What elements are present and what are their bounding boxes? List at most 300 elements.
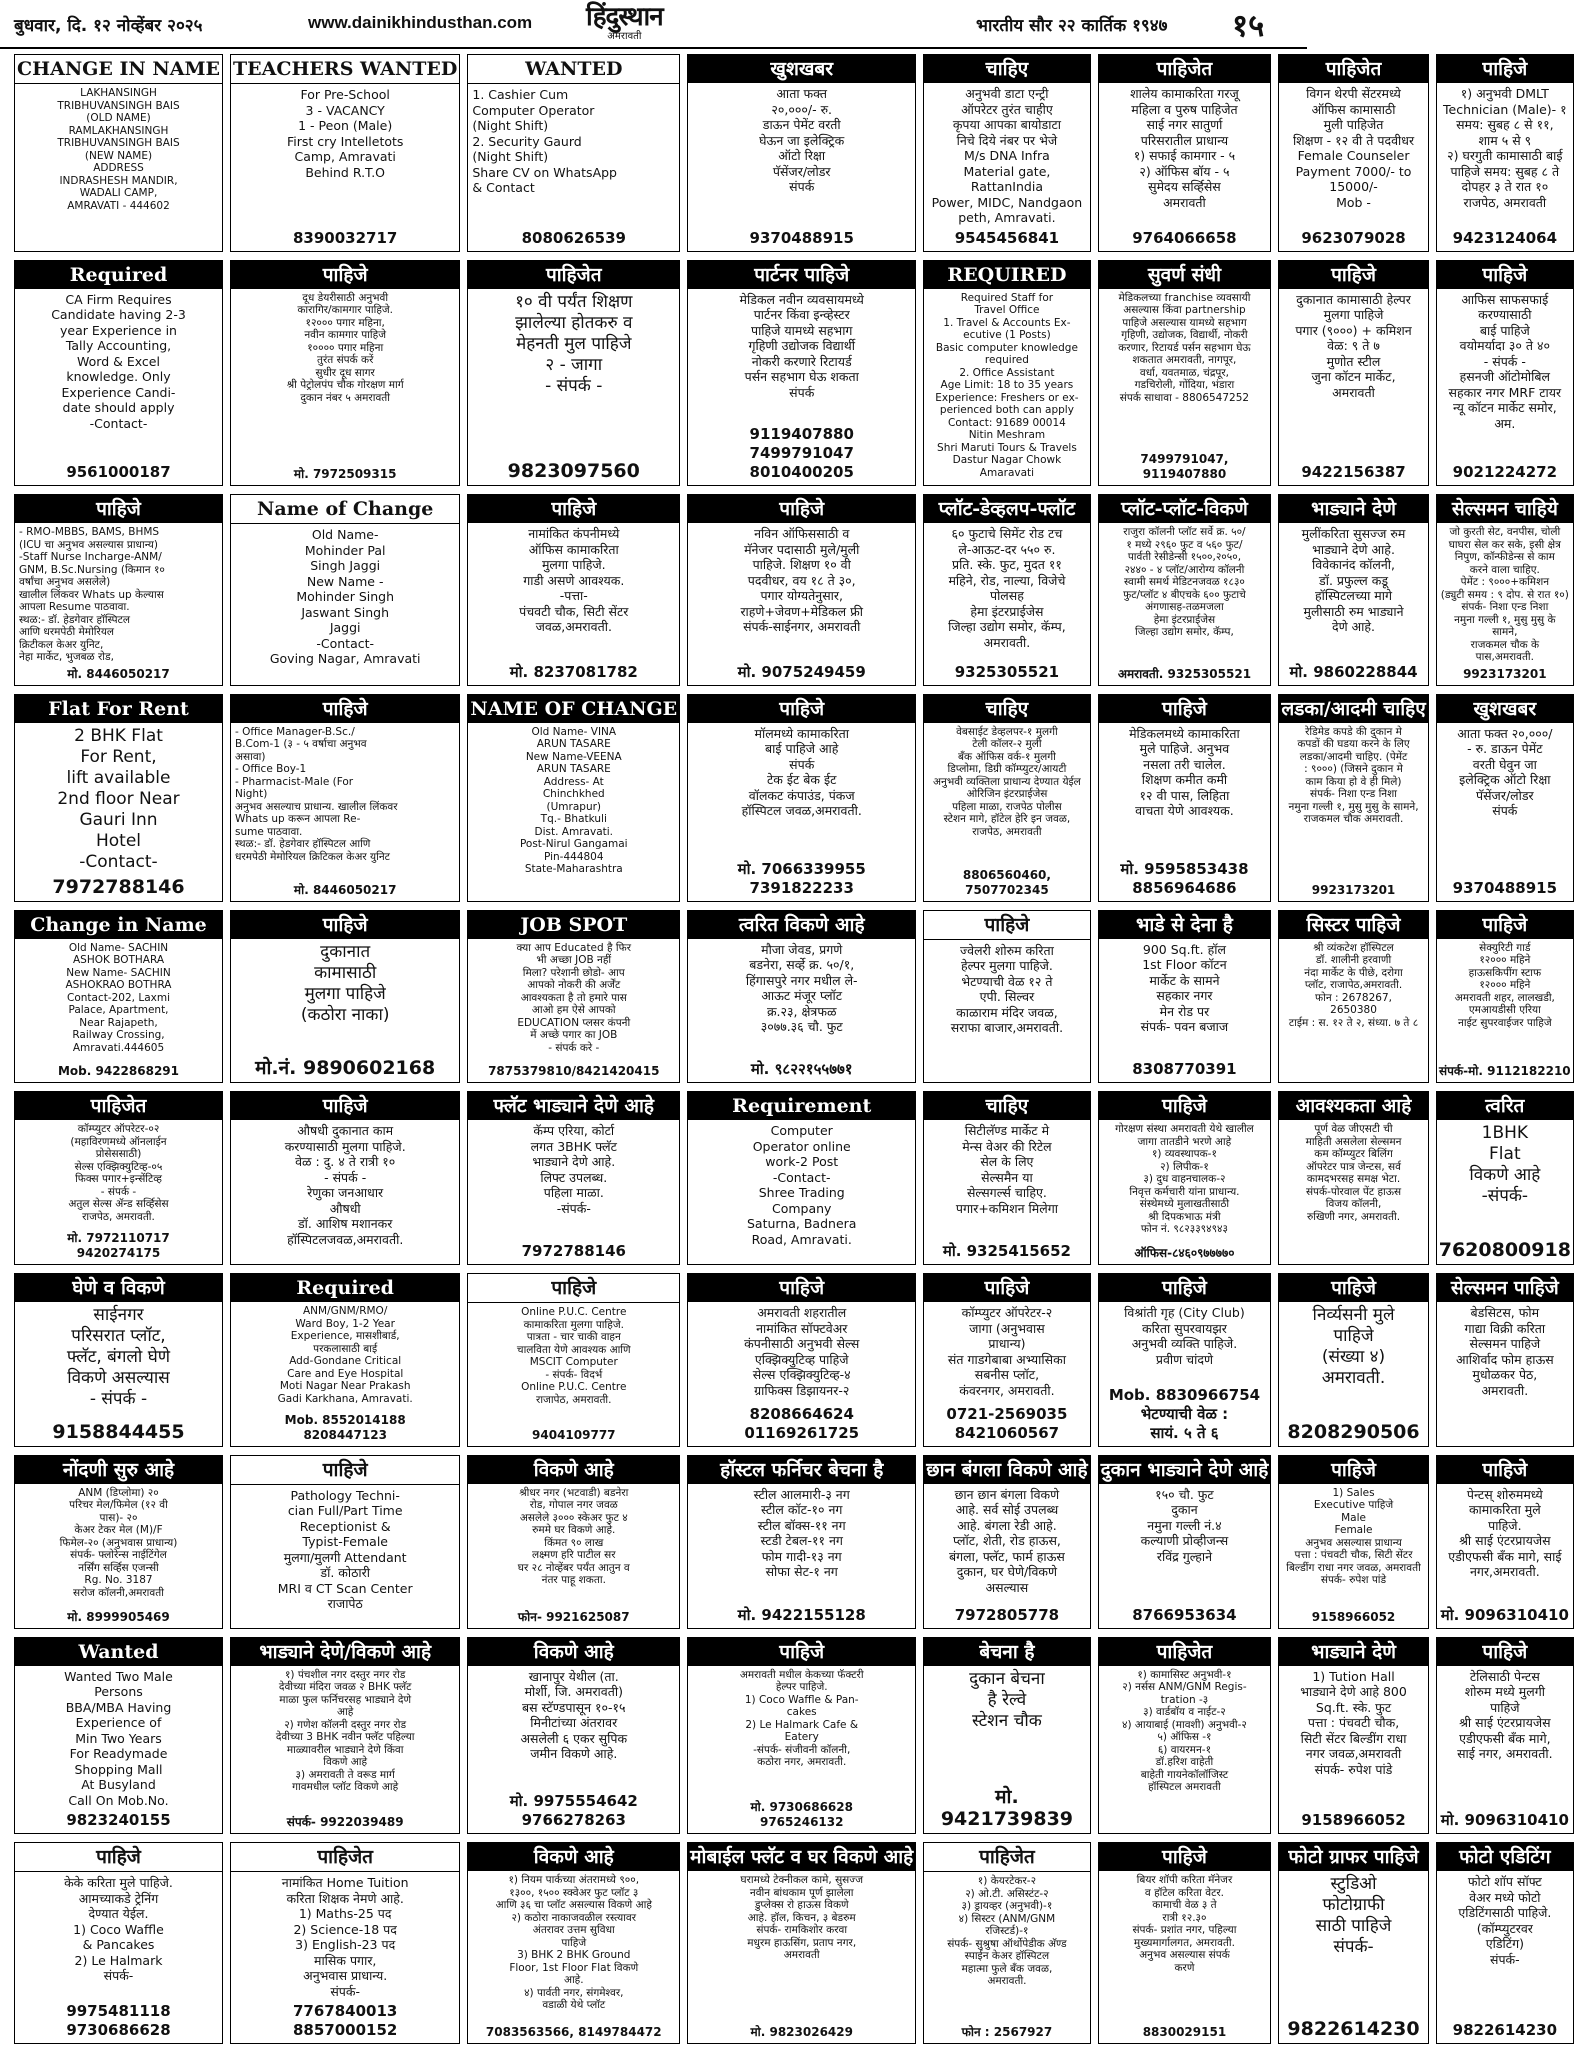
- ad-heading: NAME OF CHANGE: [468, 695, 679, 723]
- classified-ad: [467, 694, 680, 902]
- ad-heading: पाहिजेत: [924, 1843, 1089, 1872]
- classified-ad: [14, 260, 223, 487]
- ad-contact-number: 9325305521: [954, 662, 1060, 681]
- ad-body-text: बियर शॉपी करिता मॅनेजर व हॉटेल करिता वेटर. कामाची वेळ ३ ते रात्री १२.३० संपर्क- प्रशांत नगर, पहिल्या मुख्यमार्गालगत, अमरावती. अनुभव असल्यास संपर्क करणे: [1132, 1874, 1237, 1974]
- classified-ad: [923, 1091, 1090, 1265]
- classified-ad: [230, 1091, 460, 1265]
- ad-contact-number: [231, 682, 459, 685]
- ad-body-text: Old Name- VINA ARUN TASARE New Name-VEENA ARUN TASARE Address- At Chinchkhed (Umrapur) Tq.- Bhatkuli Dist. Amravati. Post-Nirul Gangamai Pin-444804 State-Maharashtra: [519, 725, 628, 875]
- ad-body-text: Wanted Two Male Persons BBA/MBA Having Experience of Min Two Years For Readymade Shopping Mall At Busyland Call On Mob.No.: [64, 1668, 173, 1808]
- ad-heading: पाहिजेत: [1279, 55, 1427, 83]
- classified-ad: [1436, 1637, 1574, 1835]
- ad-body-text: विगन थेरपी सेंटरमध्ये ऑफिस कामासाठी मुली पाहिजेत शिक्षण - १२ वी ते पदवीधर Female Counseler Payment 7000/- to 15000/- Mob -: [1292, 86, 1415, 210]
- ad-contact-number: 9764066658: [1132, 228, 1237, 247]
- classified-ad: [1278, 494, 1428, 686]
- ad-contact-number: 9423124064: [1452, 228, 1558, 247]
- classified-ad: [1278, 1455, 1428, 1629]
- ad-heading: पाहिजे: [231, 695, 459, 723]
- ad-contact-number: फोन : 2567927: [961, 2025, 1053, 2039]
- ad-heading: REQUIRED: [924, 261, 1089, 289]
- ad-heading: पाहिजे: [1099, 695, 1271, 723]
- classified-ad: [467, 1637, 680, 1835]
- classified-ad: [14, 54, 223, 252]
- ad-body-text: १) अनुभवी DMLT Technician (Male)- १ समय: सुबह ८ से ११, शाम ५ से ९ २) घरगुती कामासाठी बाई पाहिजे समय: सुबह ८ ते दोपहर ३ ते रात १० राजपेठ, अमरावती: [1443, 86, 1567, 210]
- ad-contact-number: मो. ९८२२१५५७७१: [750, 1060, 853, 1079]
- ad-heading: पाहिजे: [1099, 1843, 1271, 1871]
- classified-ad: [230, 1273, 460, 1447]
- classified-ad: [1278, 1842, 1428, 2044]
- classified-ad: [923, 910, 1090, 1084]
- ad-body-text: अमरावती शहरातील नामांकित सॉफ्टवेअर कंपनीसाठी अनुभवी सेल्स एक्झिक्युटिव्ह पाहिजे सेल्स एक्झिक्युटिव्ह-४ ग्राफिक्स डिझायनर-२: [744, 1305, 860, 1398]
- ad-body-text: जो कुरती सेट, वनपीस, चोली घाघरा सेल कर सके, इसी क्षेत्र निपुण, कॉन्फीडेन्स से काम करने वाला चाहिए. पेमेंट : ९०००+कमिशन (ड्युटी समय : ९ दोप. से रात १०) संपर्क- निशा एन्ड निशा नमुना गल्ली १, मुसु मुसु के सामने, राजकमल चौक के पास,अमरावती.: [1440, 526, 1569, 663]
- ad-contact-number: [1437, 1443, 1573, 1446]
- ad-contact-number: Mob. 8552014188 8208447123: [284, 1412, 406, 1442]
- ad-heading: सेल्समन चाहिये: [1437, 495, 1573, 523]
- ad-contact-number: 9422156387: [1301, 463, 1406, 481]
- ad-body-text: १) पंचशील नगर दस्तुर नगर रोड देवीच्या मंदिरा जवळ २ BHK फ्लॅट माळा फुल फर्निचरसह भाड्याने देणे आहे २) गणेश कॉलनी दस्तुर नगर रोड देवीच्या 3 BHK नवीन फ्लॅट पहिल्या माळ्यावरील भाड्याने देणे किंवा विकणे आहे ३) अमरावती ते वरूड मार्ग गावमधील प्लॉट विकणे आहे: [275, 1668, 415, 1793]
- classified-ad: [687, 494, 916, 686]
- classified-ad: [1436, 494, 1574, 686]
- ad-body-text: ज्वेलरी शोरुम करिता हेल्पर मुलगा पाहिजे. भेटण्याची वेळ १२ ते एपी. सिल्वर काळाराम मंदिर जवळ, सराफा बाजार,अमरावती.: [950, 942, 1064, 1035]
- ad-heading: पाहिजे: [1437, 911, 1573, 939]
- ad-contact-number: 9119407880 7499791047 8010400205: [749, 425, 854, 481]
- ad-contact-number: 8308770391: [1132, 1060, 1237, 1079]
- ad-body-text: घरामध्ये टेक्नीकल कामे, सुसज्ज नवीन बांधकाम पूर्ण झालेला डुप्लेक्स रो हाऊस विकणे आहे. हॉल, किचन, ३ बेडरुम संपर्क- रामकिशोर करवा मधुरम हाऊसिंग, प्रताप नगर, अमरावती: [740, 1874, 864, 1961]
- ad-body-text: स्टील आलमारी-३ नग स्टील कॉट-१० नग स्टील बॉक्स-११ नग स्टडी टेबल-११ नग फोम गादी-१३ नग सोफा सेट-१ नग: [753, 1486, 850, 1580]
- ad-contact-number: मो. 8999905469: [67, 1609, 170, 1624]
- ad-contact-number: ऑफिस-८४६०९७७७७०: [1134, 1246, 1235, 1260]
- ad-contact-number: मो. 9325415652: [942, 1242, 1071, 1260]
- classified-ad: [467, 494, 680, 686]
- classified-ad: [923, 494, 1090, 686]
- classified-ad: [1436, 1091, 1574, 1265]
- classified-ad: [687, 1842, 916, 2044]
- ad-body-text: मेडिकलमध्ये कामाकरिता मुले पाहिजे. अनुभव नसला तरी चालेल. शिक्षण कमीत कमी १२ वी पास, लिहिता वाचता येणे आवश्यक.: [1129, 725, 1240, 818]
- classified-ad: [1278, 260, 1428, 487]
- ad-body-text: श्री व्यंकटेश हॉस्पिटल डॉ. शालीनी हरवाणी नंदा मार्केट के पीछे, दरोगा प्लॉट, राजापेठ,अमरावती. फोन : 2678267, 2650380 टाईम : स. १२ ते २, संध्या. ७ ते ८: [1288, 941, 1419, 1029]
- ad-body-text: रेडिमेड कपडे की दुकान मे कपडों की घडया करने के लिए लडका/आदमी चाहिए. (पेमेंट : ९०००) (जिसने दुकान मे काम किया हो वे ही मिले) संपर्क- निशा एन्ड निशा नमुना गल्ली १, मुसु मुसु के सामने, राजकमल चौक अमरावती.: [1288, 725, 1419, 825]
- ad-heading: खुशखबर: [1437, 695, 1573, 723]
- ad-body-text: मॉलमध्ये कामाकरिता बाई पाहिजे आहे संपर्क टेक ईट बेक ईट वॉलकट कंपाउंड, पंकज हॉस्पिटल जवळ,अमरावती.: [741, 725, 862, 818]
- issue-date: बुधवार, दि. १२ नोव्हेंबर २०२५: [14, 16, 203, 36]
- classified-ad: [923, 1842, 1090, 2044]
- ad-body-text: विश्रांती गृह (City Club) करिता सुपरवायझर अनुभवी व्यक्ति पाहिजे. प्रवीण चांदणे: [1124, 1305, 1245, 1367]
- ad-body-text: मेडिकलच्या franchise व्यवसायी असल्यास किंवा partnership पाहिजे असल्यास यामध्ये सहभाग गृहिणी, उद्योजक, विद्यार्थी, नोकरी करणार, रिटायर्ड पर्सन सहभाग घेऊ शकतात अमरावती, नागपूर, वर्धा, यवतमाळ, चंद्रपूर, गडचिरोली, गोंदिया, भंडारा संपर्क साधावा - 8806547252: [1118, 291, 1251, 404]
- classified-ad: [1098, 1273, 1272, 1447]
- ad-contact-number: [1099, 1830, 1271, 1833]
- ad-body-text: Old Name- SACHIN ASHOK BOTHARA New Name- SACHIN ASHOKRAO BOTHRA Contact-202, Laxmi Palace, Apartment, Near Rajapeth, Railway Crossing, Amravati.444605: [65, 941, 172, 1054]
- classified-ad: [1278, 1091, 1428, 1265]
- classified-ad: [230, 1455, 460, 1629]
- classified-ad: [687, 1455, 916, 1629]
- ad-contact-number: 9923173201: [1463, 666, 1547, 681]
- ad-contact-number: मो. 7972509315: [293, 467, 397, 481]
- classified-ad: [1436, 260, 1574, 487]
- ad-body-text: Pathology Techni- cian Full/Part Time Receptionist & Typist-Female मुलगा/मुलगी Attendant डॉ. कोठारी MRI व CT Scan Center राजापेठ: [277, 1487, 413, 1612]
- ad-body-text: दुकान बेचना है रेल्वे स्टेशन चौक: [969, 1668, 1045, 1731]
- ad-contact-number: 7620800918: [1438, 1239, 1571, 1261]
- ad-contact-number: 8080626539: [521, 228, 626, 247]
- ad-heading: चाहिए: [924, 1092, 1089, 1120]
- ad-contact-number: 7972788146: [52, 875, 185, 898]
- classified-ad: [687, 1273, 916, 1447]
- ad-contact-number: [1279, 1079, 1427, 1082]
- ad-heading: फोटो एडिटिंग: [1437, 1843, 1573, 1871]
- classified-ad: [923, 694, 1090, 902]
- ad-body-text: LAKHANSINGH TRIBHUVANSINGH BAIS (OLD NAME) RAMLAKHANSINGH TRIBHUVANSINGH BAIS (NEW NAME) ADDRESS INDRASHESH MANDIR, WADALI CAMP, AMRAVATI - 444602: [57, 87, 180, 212]
- ad-body-text: 1) Sales Executive पाहिजे Male Female अनुभव असल्यास प्राधान्य पत्ता : पंचवटी चौक, सिटी सेंटर बिल्डींग राधा नगर जवळ, अमरावती संपर्क- रुपेश पांडे: [1286, 1486, 1421, 1587]
- ad-body-text: 1BHK Flat विकणे आहे -संपर्क-: [1469, 1123, 1541, 1207]
- ad-heading: त्वरित विकणे आहे: [688, 911, 915, 939]
- ad-body-text: पेन्टस् शोरुममध्ये कामाकरिता मुले पाहिजे. श्री साई एंटरप्रायजेस एडीएफसी बँक मागे, साई नगर,अमरावती.: [1448, 1486, 1562, 1580]
- ad-contact-number: मो. 9096310410: [1440, 1811, 1569, 1829]
- newspaper-logo: [586, 2, 663, 44]
- ad-heading: पाहिजे: [1437, 55, 1573, 83]
- classified-ad: [1436, 1842, 1574, 2044]
- ad-body-text: छान छान बंगला विकणे आहे. सर्व सोई उपलब्ध आहे. बंगला रेडी आहे. प्लॉट, शेती, रोड हाऊस, बंगला, फ्लॅट, फार्म हाऊस दुकान, घर घेणे/विकणे असल्यास: [948, 1486, 1065, 1595]
- ad-contact-number: [688, 1261, 915, 1264]
- ad-heading: Name of Change: [231, 495, 459, 524]
- ad-body-text: नामांकित कंपनीमध्ये ऑफिस कामाकरिता मुलगा पाहिजे. गाडी असणे आवश्यक. -पत्ता- पंचवटी चौक, सिटी सेंटर जवळ,अमरावती.: [519, 526, 629, 634]
- ad-heading: पाहिजेत: [1099, 55, 1271, 83]
- ad-body-text: १५० चौ. फुट दुकान नमुना गल्ली नं.४ कल्याणी प्रोव्हीजन्स रविंद्र गुल्हाने: [1140, 1486, 1229, 1564]
- ad-contact-number: [231, 1261, 459, 1264]
- ad-heading: पाहिजे: [15, 495, 222, 523]
- ad-body-text: पूर्ण वेळ जीएसटी ची माहिती असलेला सेल्समन कम कॉम्प्युटर बिलिंग ऑपरेटर पात्र जेन्टस, सर्व कामदभरसह समक्ष भेटा. संपर्क-पोरवाल पेंट हाऊस विजय कॉलनी, रुखिणी नगर, अमरावती.: [1305, 1123, 1402, 1223]
- classified-ad: [467, 1455, 680, 1629]
- ad-heading: पाहिजेत: [15, 1092, 222, 1120]
- ad-contact-number: 9404109777: [532, 1427, 616, 1442]
- ad-body-text: खानापुर येथील (ता. मोर्शी, जि. अमरावती) बस स्टॅण्डपासून १०-१५ मिनीटांच्या अंतरावर असलेली ६ एकर सुपिक जमीन विकणे आहे.: [520, 1668, 628, 1761]
- classified-ad: [1436, 1273, 1574, 1447]
- ad-heading: दुकान भाड्याने देणे आहे: [1099, 1456, 1271, 1484]
- classified-ad: [923, 1455, 1090, 1629]
- ad-heading: विकणे आहे: [468, 1843, 679, 1871]
- ad-body-text: राजुरा कॉलनी प्लॉट सर्वे क्र. ५०/ १ मध्ये २९६० फुट व ५६० फुट/ पार्वती रेसीडेन्सी १५००,२०५०, २४४० - ४ प्लॉट/आरोग्य कॉलनी स्वामी समर्थ मेडिटनजवळ १८३० फुट/प्लॉट ४ बीएचके ६०० फुटाचे अंगणासह-तळमजला हेमा इंटरप्राईजेस जिल्हा उद्योग समोर, कॅम्प,: [1123, 526, 1246, 638]
- ad-heading: त्वरित: [1437, 1092, 1573, 1120]
- classified-ad: [14, 1273, 223, 1447]
- classified-ad: [14, 1091, 223, 1265]
- ad-body-text: - RMO-MBBS, BAMS, BHMS (ICU चा अनुभव असल्यास प्राधान्य) -Staff Nurse Incharge-ANM/ GNM, B.Sc.Nursing (किमान १० वर्षांचा अनुभव असलेले) खालील लिंकवर Whats up केल्यास आपला Resume पाठवावा. स्थळ:- डॉ. हेडगेवार हॉस्पिटल आणि धरमपेठी मेमोरियल क्रिटीकल केअर युनिट, नेहा मार्केट, भुजबळ रोड,: [19, 526, 165, 663]
- ad-contact-number: अमरावती. 9325305521: [1117, 666, 1252, 681]
- classified-ad: [467, 54, 680, 252]
- ad-heading: सुवर्ण संधी: [1099, 261, 1271, 289]
- ad-heading: पाहिजे: [1099, 1092, 1271, 1120]
- ad-heading: पाहिजे: [231, 1092, 459, 1120]
- classified-ad: [467, 1842, 680, 2044]
- ad-body-text: Required Staff for Travel Office 1. Travel & Accounts Ex- ecutive (1 Posts) Basic computer knowledge required 2. Office Assistant Age Limit: 18 to 35 years Experience: Freshers or ex- perienced both can apply Contact: 91689 00014 Nitin Meshram Shri Maruti Tours & Travels Dastur Nagar Chowk Amaravati: [935, 291, 1079, 479]
- ad-contact-number: 7767840013 8857000152: [293, 2002, 398, 2039]
- ad-body-text: मुलींकरिता सुसज्ज रुम भाड्याने देणे आहे. विवेकानंद कॉलनी, डॉ. प्रफुल्ल कडू हॉस्पिटलच्या मागे मुलीसाठी रुम भाड्याने देणे आहे.: [1301, 526, 1406, 634]
- ad-body-text: Old Name- Mohinder Pal Singh Jaggi New Name - Mohinder Singh Jaswant Singh Jaggi -Contact- Goving Nagar, Amravati: [269, 527, 421, 666]
- ad-heading: पाहिजे: [1437, 1638, 1573, 1666]
- classified-ad: [1098, 1637, 1272, 1835]
- ad-body-text: अमरावती मधील केकच्या फॅक्टरी हेल्पर पाहिजे. 1) Coco Waffle & Pan- cakes 2) Le Halmark Cafe & Eatery -संपर्क- संजीवनी कॉलनी, कठोरा नगर, अमरावती.: [739, 1668, 864, 1768]
- ad-heading: लडका/आदमी चाहिए: [1279, 695, 1427, 723]
- ad-heading: चाहिए: [924, 695, 1089, 723]
- ad-contact-number: 9158966052: [1311, 1609, 1396, 1624]
- ad-body-text: वेबसाईट डेव्हलपर-१ मुलगी टेली कॉलर-२ मुली बँक ऑफिस वर्क-१ मुलगी डिप्लोमा, डिग्री कॉम्प्युटर/आयटी अनुभवी व्यक्तिला प्राधान्य देण्यात येईल ओरिजिन इंटरप्राईजेस पहिला माळा, राजपेठ पोलीस स्टेशन मागे, हॉटेल हेरि इन जवळ, राजपेठ, अमरावती: [933, 725, 1081, 838]
- ad-heading: फ्लॅट भाड्याने देणे आहे: [468, 1092, 679, 1120]
- ad-heading: पाहिजे: [1279, 1456, 1427, 1484]
- ad-heading: पाहिजे: [1437, 1456, 1573, 1484]
- classified-ad: [687, 260, 916, 487]
- ad-contact-number: 7875379810/8421420415: [488, 1064, 660, 1079]
- classified-ad: [14, 694, 223, 902]
- ad-heading: Required: [231, 1274, 459, 1302]
- ad-heading: पाहिजे: [688, 1638, 915, 1666]
- ad-contact-number: 8208290506: [1287, 1420, 1420, 1443]
- ad-body-text: आता फक्त २०,०००/ - रु. डाऊन पेमेंट वरती घेवुन जा इलेक्ट्रिक ऑटो रिक्षा पॅसेंजर/लोडर संपर्क: [1457, 725, 1553, 818]
- classified-ad: [1436, 54, 1574, 252]
- ad-contact-number: मो. 9595853438 8856964686: [1120, 859, 1249, 897]
- ad-contact-number: संपर्क- 9922039489: [286, 1815, 404, 1829]
- classified-ad: [467, 1091, 680, 1265]
- ad-heading: CHANGE IN NAME: [15, 55, 222, 84]
- ad-heading: JOB SPOT: [468, 911, 679, 939]
- ad-heading: पाहिजे: [468, 1274, 679, 1303]
- ad-contact-number: [1279, 1261, 1427, 1264]
- ad-heading: पाहिजेत: [231, 1843, 459, 1872]
- classified-ad: [230, 54, 460, 252]
- ad-heading: पाहिजे: [1279, 261, 1427, 289]
- ad-heading: हॉस्टल फर्निचर बेचना है: [688, 1456, 915, 1484]
- website-link[interactable]: www.dainikhindusthan.com: [308, 13, 533, 32]
- classified-ad: [1278, 910, 1428, 1084]
- ad-heading: प्लॉट-प्लॉट-विकणे: [1099, 495, 1271, 523]
- classified-ad: [230, 910, 460, 1084]
- classified-ad: [1098, 1842, 1272, 2044]
- ad-body-text: - Office Manager-B.Sc./ B.Com-1 (३ - ५ वर्षाचा अनुभव असावा) - Office Boy-1 - Pharmacist-Male (For Night) अनुभव असल्याच प्राधान्य. खालील लिंकवर Whats up करून आपला Re- sume पाठवावा. स्थळ:- डॉ. हेडगेवार हॉस्पिटल आणि धरमपेठी मेमोरियल क्रिटिकल केअर युनिट: [235, 725, 398, 863]
- ad-body-text: ANM (डिप्लोमा) २० परिचर मेल/फिमेल (१२ वी पास)- २० केअर टेकर मेल (M)/F फिमेल-२० (अनुभवास प्राधान्य) संपर्क- फ्लोरेन्स नाईटिंगेल नर्सिंग सर्व्हिस एजन्सी Rg. No. 3187 सरोज कॉलनी,अमरावती: [59, 1486, 178, 1599]
- ad-heading: पाहिजे: [1279, 1274, 1427, 1302]
- ad-body-text: कॉम्प्युटर ऑपरेटर-२ जागा (अनुभवास प्राधान्य) संत गाडगेबाबा अभ्यासिका सबनीस प्लॉट, कंवरनगर, अमरावती.: [947, 1305, 1066, 1398]
- ad-contact-number: 9923173201: [1311, 882, 1396, 897]
- classified-ad: [230, 494, 460, 686]
- ad-heading: विकणे आहे: [468, 1638, 679, 1666]
- ad-heading: Wanted: [15, 1638, 222, 1666]
- ad-contact-number: मो. 8237081782: [509, 662, 638, 681]
- classified-ad: [14, 1637, 223, 1835]
- ad-contact-number: 9623079028: [1301, 228, 1406, 247]
- ad-heading: पाहिजे: [924, 1274, 1089, 1302]
- classified-ad: [230, 694, 460, 902]
- ad-contact-number: 9822614230: [1452, 2021, 1558, 2039]
- ad-contact-number: मो. 9860228844: [1289, 662, 1418, 681]
- ad-heading: Requirement: [688, 1092, 915, 1120]
- classified-ad: [687, 694, 916, 902]
- ad-contact-number: मो. 9975554642 9766278263: [509, 1792, 638, 1829]
- ad-contact-number: मो. 9421739839: [940, 1786, 1074, 1830]
- ad-body-text: मौजा जेवड, प्रगणे बडनेरा, सर्व्हे क्र. ५०/१, हिंगासपुरे नगर मधील ले- आऊट मंजूर प्लॉट क्र.२३, क्षेत्रफळ ३०७७.३६ चौ. फुट: [745, 941, 858, 1034]
- ad-contact-number: 9975481118 9730686628: [66, 2002, 171, 2039]
- ad-heading: भाडे से देना है: [1099, 911, 1271, 939]
- ad-heading: भाड्याने देणे: [1279, 1638, 1427, 1666]
- ad-body-text: सेक्युरिटी गार्ड १२००० महिने हाऊसकिपींग स्टाफ १२००० महिने अमरावती शहर, लालखडी, एमआयडीसी एरिया नाईट सुपरवाईजर पाहिजे: [1454, 941, 1555, 1029]
- ad-contact-number: 9823097560: [507, 460, 640, 482]
- ad-heading: पाहिजे: [231, 911, 459, 939]
- logo-title: हिंदुस्थान: [586, 2, 663, 32]
- classified-ad: [687, 1637, 916, 1835]
- ad-heading: भाड्याने देणे: [1279, 495, 1427, 523]
- ad-heading: भाड्याने देणे/विकणे आहे: [231, 1638, 459, 1666]
- ad-contact-number: 9021224272: [1452, 463, 1558, 481]
- ad-contact-number: मो. 8446050217: [293, 882, 397, 897]
- ad-contact-number: मो. 9096310410: [1440, 1605, 1569, 1624]
- ad-body-text: दूध डेयरीसाठी अनुभवी कारागिर/कामगार पाहिजे. १२००० पगार महिना, नवीन कामगार पाहिजे १०००० पगार महिना तुरंत संपर्क करें सुधीर दूध सागर श्री पेट्रोलपंप चौक गोरक्षण मार्ग दुकान नंबर ५ अमरावती: [286, 291, 404, 404]
- classified-ad: [230, 1637, 460, 1835]
- ad-contact-number: 9370488915: [1452, 878, 1558, 897]
- ad-heading: WANTED: [468, 55, 679, 84]
- ad-body-text: कॅम्प एरिया, कोर्टा लगत 3BHK फ्लॅट भाड्याने देणे आहे. लिफ्ट उपलब्ध. पहिला माळा. -संपर्क-: [530, 1123, 617, 1216]
- classified-ad: [1098, 260, 1272, 487]
- ad-body-text: श्रीधर नगर (भटवाडी) बडनेरा रोड, गोपाल नगर जवळ असलेले ३००० स्केअर फुट ४ रुममे घर विकणे आहे. किंमत ९० लाख लक्ष्मण हरि पाटील सर घर २८ नोव्हेंबर पर्यंत आतुन व नंतर पाहू शकता.: [517, 1486, 630, 1587]
- ad-heading: पाहिजे: [1099, 1274, 1271, 1302]
- ad-heading: पाहिजे: [924, 911, 1089, 940]
- ad-contact-number: 8208664624 01169261725: [744, 1404, 860, 1442]
- classified-ad: [1436, 694, 1574, 902]
- ad-body-text: Computer Operator online work-2 Post -Contact- Shree Trading Company Saturna, Badnera Road, Amravati.: [746, 1123, 857, 1247]
- classified-ad: [1098, 54, 1272, 252]
- ad-contact-number: 9158844455: [52, 1420, 185, 1443]
- ad-heading: सेल्समन पाहिजे: [1437, 1274, 1573, 1302]
- ad-body-text: औषधी दुकानात काम करण्यासाठी मुलगा पाहिजे. वेळ : दु. ४ ते रात्री १० - संपर्क - रेणुका जनआधार औषधी डॉ. आशिष मशानकर हॉस्पिटलजवळ,अमरावती.: [284, 1123, 406, 1247]
- ad-contact-number: 0721-2569035 8421060567: [946, 1404, 1068, 1442]
- ad-contact-number: 8806560460, 7507702345: [962, 867, 1051, 897]
- ad-heading: सिस्टर पाहिजे: [1279, 911, 1427, 939]
- ad-contact-number: 8766953634: [1132, 1605, 1237, 1624]
- ad-heading: पाहिजे: [15, 1843, 222, 1872]
- ad-contact-number: Mob. 8830966754 भेटण्याची वेळ : सायं. ५ ते ६: [1108, 1385, 1261, 1442]
- ad-contact-number: 7972805778: [954, 1605, 1060, 1624]
- ad-contact-number: मो. 9075249459: [737, 662, 866, 681]
- ad-body-text: मेडिकल नवीन व्यवसायमध्ये पार्टनर किंवा इन्व्हेस्टर पाहिजे यामध्ये सहभाग गृहिणी उद्योजक विद्यार्थी नोकरी करणारे रिटायर्ड पर्सन सहभाग घेऊ शकता संपर्क: [739, 291, 864, 400]
- ad-body-text: 1. Cashier Cum Computer Operator (Night Shift) 2. Security Gaurd (Night Shift) Share CV on WhatsApp & Contact: [472, 87, 617, 195]
- ad-heading: खुशखबर: [688, 55, 915, 83]
- ad-body-text: क्या आप Educated है फिर भी अच्छा JOB नहीं मिला? परेशानी छोडो- आप आपको नोकरी की अर्जेंट आवश्यकता है तो हमारे पास आओ हम ऐसे आपको EDUCATION प्लसर कंपनी में अच्छे पगार का JOB - संपर्क करे -: [516, 941, 632, 1054]
- ad-body-text: For Pre-School 3 - VACANCY 1 - Peon (Male) First cry Intelletots Camp, Amravati Behind R.T.O: [286, 87, 404, 180]
- ad-contact-number: 7083563566, 8149784472: [485, 2025, 662, 2039]
- classified-ad: [1436, 910, 1574, 1084]
- ad-heading: पाहिजे: [231, 1456, 459, 1485]
- logo-city: अमरावती: [607, 31, 642, 42]
- ad-contact-number: मो. 8446050217: [67, 666, 170, 681]
- ad-contact-number: [231, 1625, 459, 1628]
- ad-heading: पाहिजे: [1437, 261, 1573, 289]
- ad-heading: पाहिजेत: [1099, 1638, 1271, 1666]
- ad-heading: घेणे व विकणे: [15, 1274, 222, 1302]
- ad-heading: नोंदणी सुरु आहे: [15, 1456, 222, 1484]
- ad-body-text: स्टुडिओ फोटोग्राफी साठी पाहिजे संपर्क-: [1315, 1874, 1392, 1957]
- ad-contact-number: Mob. 9422868291: [57, 1064, 179, 1079]
- classified-ad: [1098, 494, 1272, 686]
- ad-body-text: नामांकित Home Tuition करिता शिक्षक नेमणे आहे. 1) Maths-25 पद 2) Science-18 पद 3) English-23 पद मासिक पगार, अनुभवास प्राधान्य. संपर्क-: [281, 1875, 409, 1999]
- ad-body-text: १) नियम पार्कच्या अंतरामध्ये ९००, १३००, १५०० स्क्वेअर फुट प्लॉट ३ आणि ३६ चा प्लॉट असल्यास विकणे आहे २) कठोरा नाकाजवळील रस्त्यावर अंतरावर उत्तम सुविधा पाहिजे 3) BHK 2 BHK Ground Floor, 1st Floor Flat विकणे आहे. ४) पार्वती नगर, संगमेश्वर, वडाळी येथे प्लॉट: [495, 1874, 652, 2011]
- ad-contact-number: 8390032717: [293, 228, 398, 247]
- ad-heading: TEACHERS WANTED: [231, 55, 459, 84]
- ad-heading: मोबाईल फ्लॅट व घर विकणे आहे: [688, 1843, 915, 1871]
- classified-ad: [687, 910, 916, 1084]
- ad-contact-number: 9822614230: [1287, 2018, 1420, 2040]
- ad-body-text: ६० फुटाचे सिमेंट रोड टच ले-आऊट-दर ५५० रु. प्रति. स्के. फुट, मुदत ११ महिने, रोड, नाल्या, विजेचे पोलसह हेमा इंटरप्राईजेस जिल्हा उद्योग समोर, कॅम्प, अमरावती.: [948, 526, 1066, 650]
- ad-heading: पाहिजे: [468, 495, 679, 523]
- ad-body-text: आफिस साफसफाई करण्यासाठी बाई पाहिजे वयोमर्यादा ३० ते ४० - संपर्क - हसनजी ऑटोमोबिल सहकार नगर MRF टायर न्यू कॉटन मार्केट समोर, अम.: [1448, 291, 1562, 431]
- ad-body-text: 1) Tution Hall भाड्याने देणे आहे 800 Sq.ft. स्के. फुट पत्ता : पंचवटी चौक, सिटी सेंटर बिल्डींग राधा नगर जवळ,अमरावती संपर्क- रुपेश पांडे: [1300, 1668, 1407, 1777]
- ad-heading: Required: [15, 261, 222, 289]
- ad-contact-number: [924, 482, 1089, 485]
- classified-ad: [14, 1842, 223, 2044]
- classified-ad: [14, 1455, 223, 1629]
- ad-body-text: टेलिसाठी पेन्टस शोरुम मध्ये मुलगी पाहिजे श्री साई एंटरप्रायजेस एडीएफसी बँक मागे, साई नगर, अमरावती.: [1457, 1668, 1553, 1761]
- ad-contact-number: 9545456841: [954, 228, 1060, 247]
- indian-calendar-date: भारतीय सौर २२ कार्तिक १९४७: [976, 16, 1168, 36]
- ad-body-text: CA Firm Requires Candidate having 2-3 year Experience in Tally Accounting, Word & Excel knowledge. Only Experience Candi- date should apply -Contact-: [51, 291, 186, 431]
- ad-body-text: ANM/GNM/RMO/ Ward Boy, 1-2 Year Experience, मासशीबार्ड, परकलासाठी बाई Add-Gondane Critical Care and Eye Hospital Moti Nagar Near Prakash Gadi Karkhana, Amravati.: [277, 1305, 413, 1405]
- ad-body-text: नविन ऑफिससाठी व मॅनेजर पदासाठी मुले/मुली पाहिजे. शिक्षण १० वी पदवीधर, वय १८ ते ३०, पगार योग्यतेनुसार, राहणे+जेवण+मेडिकल फ्री संपर्क-साईनगर, अमरावती: [740, 526, 863, 634]
- ad-contact-number: 8830029151: [1142, 2025, 1227, 2039]
- classified-ad: [467, 260, 680, 487]
- ad-heading: विकणे आहे: [468, 1456, 679, 1484]
- ad-body-text: १० वी पर्यंत शिक्षण झालेल्या होतकरु व मेहनती मुल पाहिजे २ - जागा - संपर्क -: [515, 291, 633, 396]
- classified-ad: [1098, 910, 1272, 1084]
- ad-heading: छान बंगला विकणे आहे: [924, 1456, 1089, 1484]
- ad-contact-number: मो. 7972110717 9420274175: [67, 1231, 170, 1260]
- ad-body-text: १) कामासिस्ट अनुभवी-१ २) नर्सस ANM/GNM Regis- tration -३ ३) वार्डबॉय व नाईट-२ ४) आयाबाई (मावशी) अनुभवी-२ ५) ऑफिस -१ ६) वायरमन-१ डॉ.हरिश वाहेती बाहेती गायनेकॉलॉजिस्ट हॉस्पिटल अमरावती: [1121, 1668, 1247, 1793]
- page-number: १५: [1232, 8, 1265, 44]
- ad-contact-number: 9561000187: [66, 463, 171, 481]
- classified-ad: [687, 54, 916, 252]
- ad-contact-number: मो. 9730686628 9765246132: [750, 1800, 853, 1829]
- ad-body-text: Online P.U.C. Centre कामाकरिता मुलगा पाहिजे. पात्रता - चार चाकी वाहन चालविता येणे आवश्यक आणि MSCIT Computer - संपर्क- विदर्भ Online P.U.C. Centre राजापेठ, अमरावती.: [516, 1306, 631, 1406]
- ad-contact-number: मो.नं. 9890602168: [255, 1057, 436, 1080]
- ad-heading: पाहिजे: [688, 695, 915, 723]
- ad-heading: बेचना है: [924, 1638, 1089, 1666]
- classified-ad: [923, 260, 1090, 487]
- ad-heading: पाहिजेत: [468, 261, 679, 289]
- classified-ad: [1278, 1637, 1428, 1835]
- ad-heading: प्लॉट-डेव्हलप-फ्लॉट: [924, 495, 1089, 523]
- ad-contact-number: 9370488915: [749, 228, 854, 247]
- ad-heading: फोटो ग्राफर पाहिजे: [1279, 1843, 1427, 1871]
- ad-contact-number: 7499791047, 9119407880: [1140, 452, 1229, 481]
- classified-ads-grid: [14, 54, 1571, 2044]
- ad-contact-number: [15, 248, 222, 251]
- ad-body-text: बेडसिटस, फोम गाद्या विक्री करिता सेल्समन पाहिजे आशिर्वाद फोम हाऊस मुधोळकर पेठ, अमरावती.: [1455, 1305, 1554, 1398]
- masthead: [0, 0, 1307, 49]
- ad-body-text: फोटो शॉप सॉफ्ट वेअर मध्ये फोटो एडिटिंगसाठी पाहिजे. (कॉम्प्युटरवर एडिटिंग) संपर्क-: [1458, 1874, 1552, 1967]
- ad-heading: पाहिजे: [688, 495, 915, 523]
- ad-body-text: शालेय कामाकरिता गरजू महिला व पुरुष पाहिजेत साई नगर सातुर्णा परिसरातील प्राधान्य १) सफाई कामगार - ५ २) ऑफिस बॉय - ५ सुमेदय सर्व्हिसेस अमरावती: [1130, 86, 1239, 210]
- ad-contact-number: संपर्क-मो. 9112182210: [1439, 1064, 1571, 1079]
- ad-contact-number: [924, 1079, 1089, 1082]
- ad-body-text: दुकानात कामासाठी मुलगा पाहिजे (कठोरा नाका): [300, 941, 390, 1025]
- classified-ad: [467, 1273, 680, 1447]
- classified-ad: [467, 910, 680, 1084]
- ad-heading: पाहिजे: [231, 261, 459, 289]
- ad-contact-number: मो. 7066339955 7391822233: [737, 859, 866, 897]
- classified-ad: [923, 1637, 1090, 1835]
- ad-contact-number: मो. 9823026429: [750, 2025, 853, 2039]
- ad-contact-number: 9823240155: [66, 1811, 171, 1829]
- classified-ad: [687, 1091, 916, 1265]
- ad-body-text: 2 BHK Flat For Rent, lift available 2nd floor Near Gauri Inn Hotel -Contact-: [57, 725, 180, 872]
- ad-body-text: आता फक्त २०,०००/- रु. डाऊन पेमेंट वरती घेऊन जा इलेक्ट्रिक ऑटो रिक्षा पॅसेंजर/लोडर संपर्क: [759, 86, 845, 194]
- classified-ad: [14, 494, 223, 686]
- classified-ad: [1278, 694, 1428, 902]
- ad-contact-number: [468, 898, 679, 901]
- ad-heading: पाहिजे: [688, 1274, 915, 1302]
- ad-body-text: अनुभवी डाटा एन्ट्री ऑपरेटर तुरंत चाहीए कृपया आपका बायोडाटा निचे दिये नंबर पर भेजे M/s DNA Infra Material gate, RattanIndia Power, MIDC, Nandgaon peth, Amravati.: [931, 86, 1083, 225]
